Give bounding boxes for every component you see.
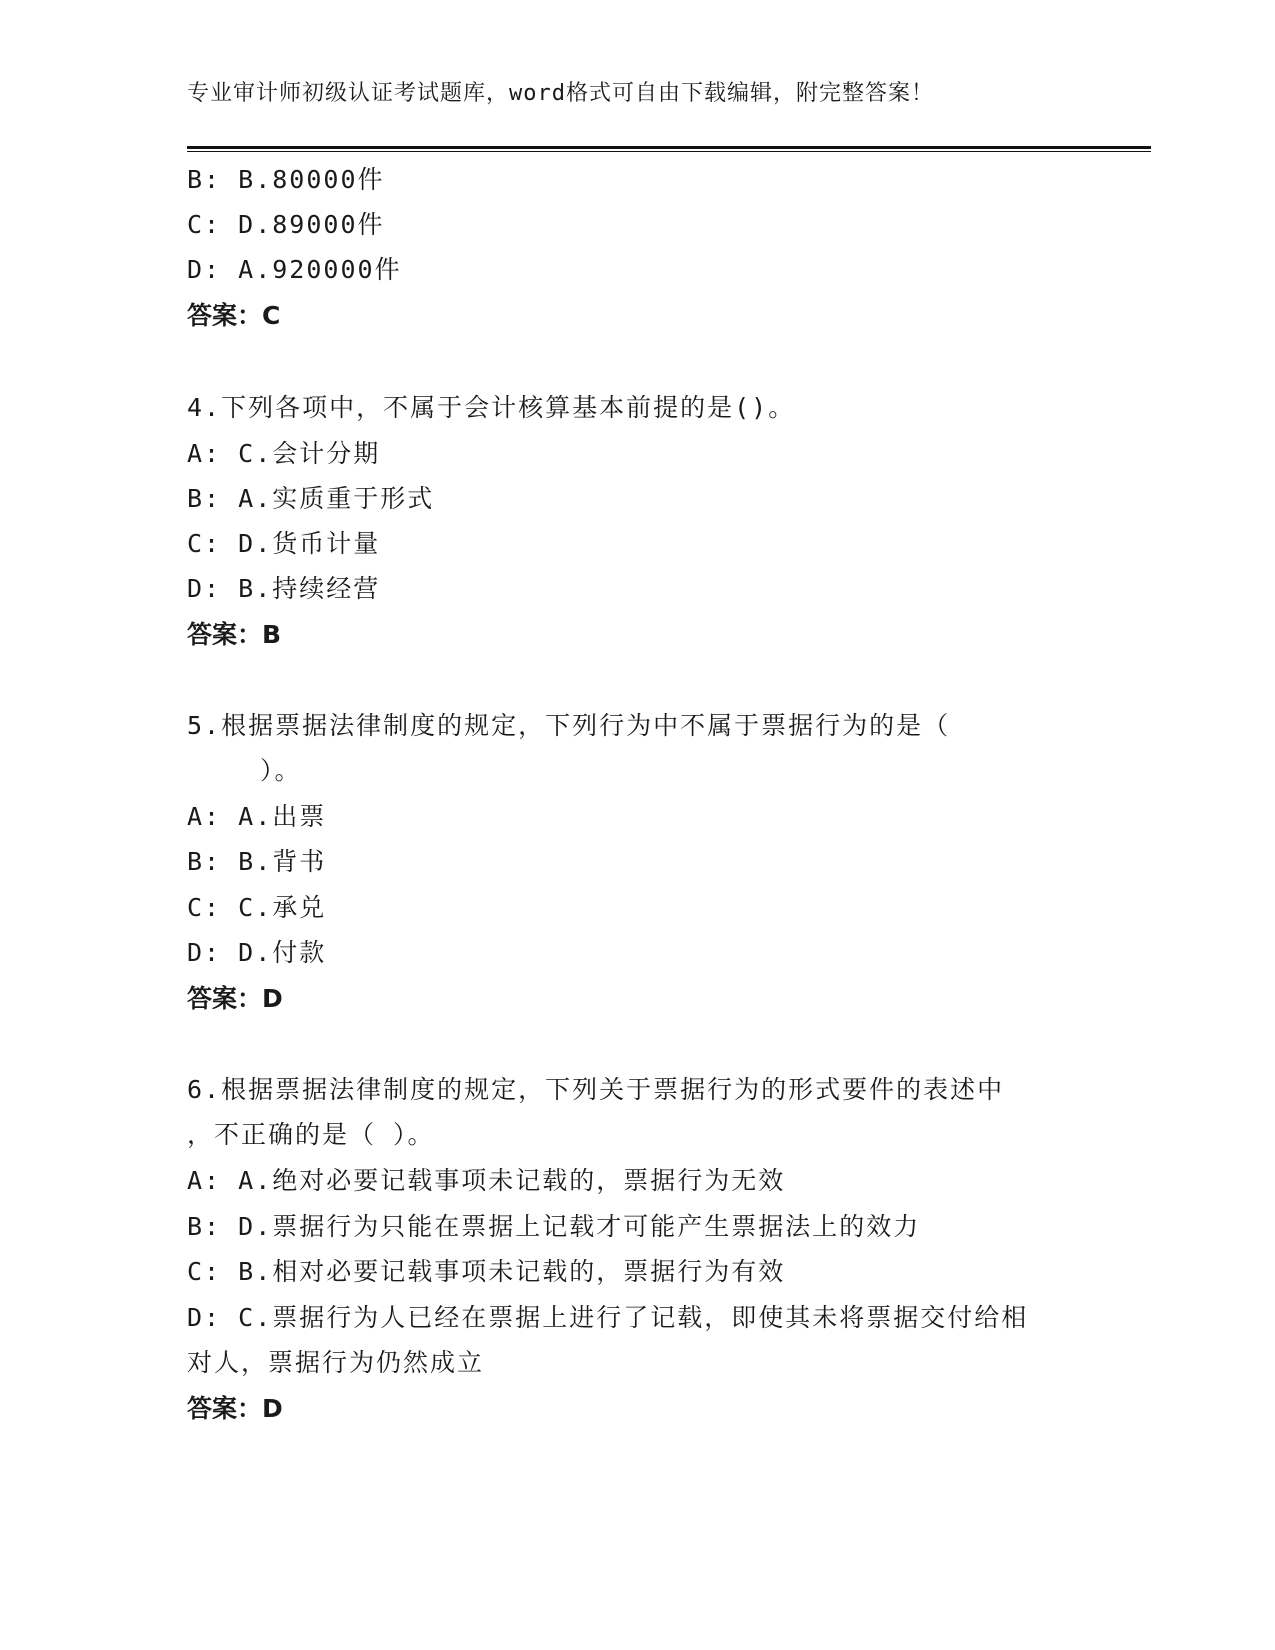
q4-option-a: A: C.会计分期: [187, 439, 381, 468]
q5-option-a: A: A.出票: [187, 802, 327, 831]
q5-option-c: C: C.承兑: [187, 893, 327, 922]
q4-answer: 答案：B: [187, 620, 282, 649]
q3-option-b: B: B.80000件: [187, 165, 385, 194]
q3-answer: 答案：C: [187, 301, 281, 330]
q6-option-b: B: D.票据行为只能在票据上记载才可能产生票据法上的效力: [187, 1212, 921, 1241]
q5-stem-line2: ）。: [260, 756, 302, 785]
q6-stem-line1: 6.根据票据法律制度的规定，下列关于票据行为的形式要件的表述中: [187, 1075, 1005, 1104]
q5-option-d: D: D.付款: [187, 938, 327, 967]
q5-option-b: B: B.背书: [187, 847, 327, 876]
header-note: 专业审计师初级认证考试题库，word格式可自由下载编辑，附完整答案！: [187, 81, 934, 106]
q4-option-d: D: B.持续经营: [187, 574, 381, 603]
q6-answer: 答案：D: [187, 1394, 283, 1423]
q4-option-b: B: A.实质重于形式: [187, 484, 435, 513]
q4-option-c: C: D.货币计量: [187, 529, 381, 558]
q6-stem-line2: ，不正确的是（ ）。: [187, 1120, 435, 1149]
q6-option-a: A: A.绝对必要记载事项未记载的，票据行为无效: [187, 1166, 786, 1195]
header-rule-thin: [187, 151, 1151, 152]
q6-option-d-line2: 对人，票据行为仍然成立: [187, 1348, 485, 1377]
q5-answer: 答案：D: [187, 984, 283, 1013]
q6-option-d-line1: D: C.票据行为人已经在票据上进行了记载，即使其未将票据交付给相: [187, 1303, 1029, 1332]
q3-option-c: C: D.89000件: [187, 210, 385, 239]
q5-stem-line1: 5.根据票据法律制度的规定，下列行为中不属于票据行为的是（: [187, 711, 951, 740]
q6-option-c: C: B.相对必要记载事项未记载的，票据行为有效: [187, 1257, 786, 1286]
header-rule-thick: [187, 146, 1151, 149]
q3-option-d: D: A.920000件: [187, 255, 402, 284]
q4-stem: 4.下列各项中，不属于会计核算基本前提的是()。: [187, 393, 796, 422]
